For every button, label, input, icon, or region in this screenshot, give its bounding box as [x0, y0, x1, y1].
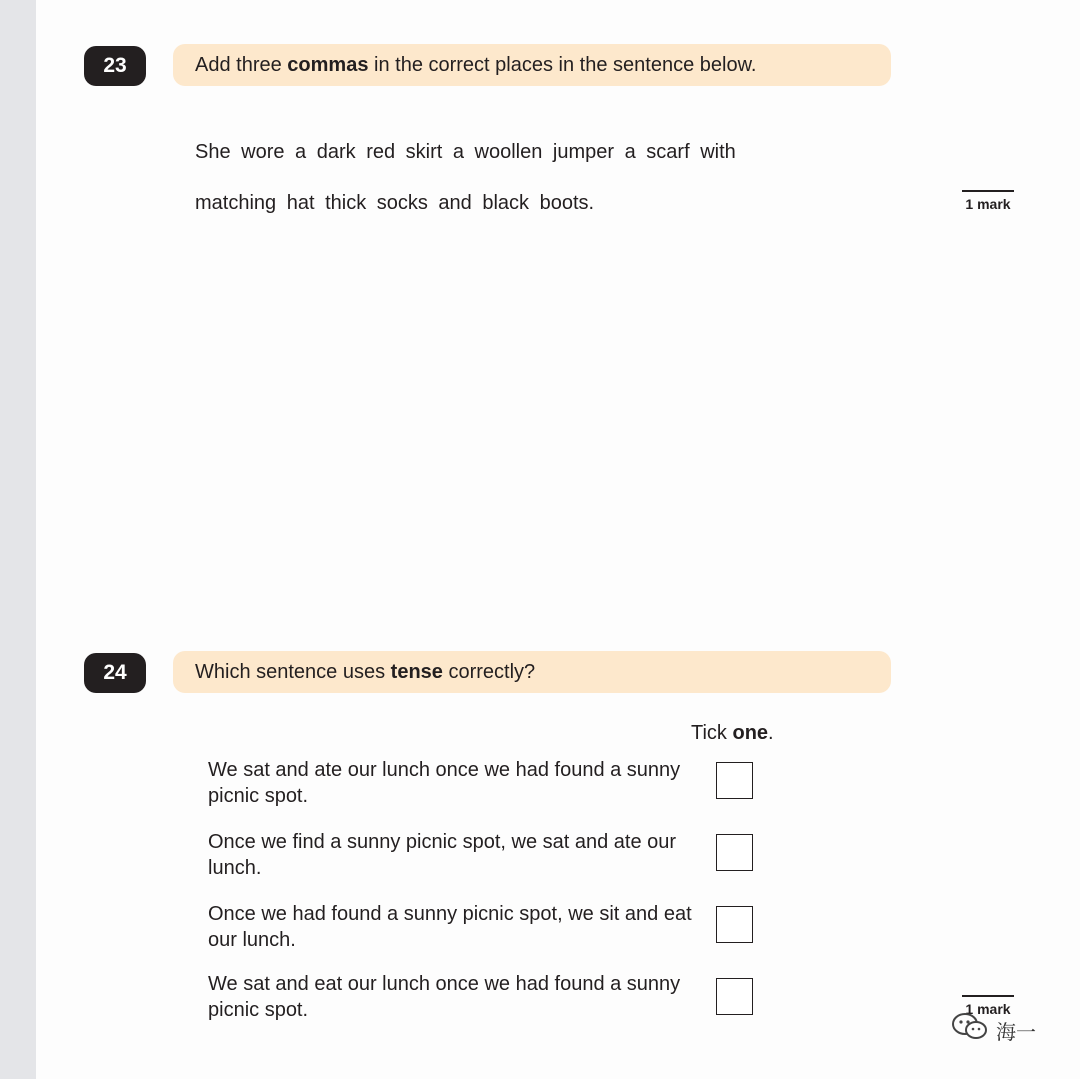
q24-mark: 1 mark [962, 995, 1014, 1017]
q24-prompt-bold: tense [390, 660, 443, 683]
option-2-text: Once we find a sunny picnic spot, we sat and ate our lunch. [208, 831, 677, 879]
tick-prefix: Tick [691, 722, 733, 744]
question-23-prompt [173, 44, 891, 86]
question-24-number: 24 [84, 653, 146, 693]
q23-sentence-line-2[interactable]: matching hat thick socks and black boots. [195, 192, 595, 214]
q23-prompt-after: in the correct places in the sentence below. [368, 53, 757, 76]
question-24-prompt [173, 651, 891, 693]
q23-sentence-line-1[interactable]: She wore a dark red skirt a woollen jumper a scarf with [195, 141, 736, 163]
tick-bold: one [732, 722, 769, 744]
page-gutter [0, 0, 36, 1079]
option-1-text: We sat and ate our lunch once we had found a sunny picnic spot. [208, 759, 681, 807]
option-3-tickbox[interactable] [716, 906, 753, 943]
option-4-text: We sat and eat our lunch once we had found a sunny picnic spot. [208, 973, 681, 1021]
watermark [950, 1012, 1036, 1048]
option-4-tickbox[interactable] [716, 978, 753, 1015]
q23-mark: 1 mark [962, 190, 1014, 212]
q24-prompt-after: correctly? [442, 660, 536, 683]
q23-prompt-bold: commas [287, 53, 369, 76]
tick-suffix: . [768, 722, 774, 744]
q24-prompt-before: Which sentence uses [195, 660, 391, 683]
option-3-text: Once we had found a sunny picnic spot, we sit and eat our lunch. [208, 903, 692, 951]
wechat-icon [950, 1012, 990, 1048]
exam-page [36, 0, 1080, 1079]
question-23-number: 23 [84, 46, 146, 86]
watermark-text: 海一 [996, 1021, 1036, 1044]
q23-prompt-before: Add three [195, 53, 288, 76]
option-1-tickbox[interactable] [716, 762, 753, 799]
tick-one-instruction [691, 722, 774, 745]
option-2-tickbox[interactable] [716, 834, 753, 871]
